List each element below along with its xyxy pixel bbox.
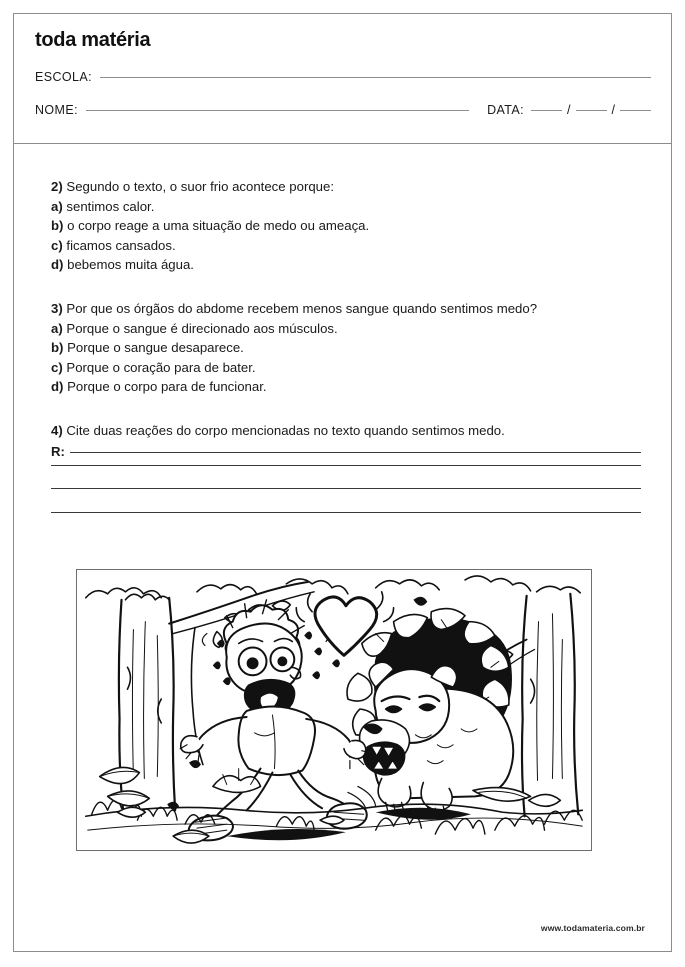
option-marker-3-a: a) [51,320,63,336]
option-marker-2-b: b) [51,218,64,234]
option-text-2-a: sentimos calor. [66,198,155,214]
date-label: DATA: [487,103,525,117]
option-2-d[interactable] [51,255,641,275]
illustration-frame [76,569,592,851]
option-text-2-c: ficamos cansados. [66,237,176,253]
option-text-3-b: Porque o sangue desaparece. [67,340,244,356]
question-number-3: 3) [51,301,63,316]
option-marker-2-c: c) [51,237,63,253]
site-logo: toda matéria [35,29,151,51]
option-marker-3-c: c) [51,359,63,375]
school-field-row [35,70,651,84]
option-text-3-c: Porque o coração para de bater. [66,359,256,375]
option-text-2-b: o corpo reage a uma situação de medo ou ameaça. [67,218,370,234]
option-marker-2-d: d) [51,257,64,273]
question-block-4 [51,421,641,441]
option-3-b[interactable] [51,338,641,358]
option-marker-2-a: a) [51,198,63,214]
question-number-4: 4) [51,423,63,438]
date-day-input-line[interactable] [531,110,562,111]
date-separator-2: / [611,103,615,117]
answer-write-line-3[interactable] [51,488,641,489]
question-prompt-3 [51,299,641,319]
question-number-2: 2) [51,179,63,194]
option-text-2-d: bebemos muita água. [67,257,194,273]
worksheet-content [14,144,671,951]
option-2-c[interactable] [51,236,641,256]
question-text-2: Segundo o texto, o suor frio acontece porque: [66,179,335,194]
question-block-2 [51,177,641,275]
date-year-input-line[interactable] [620,110,651,111]
option-3-c[interactable] [51,358,641,378]
worksheet-page [13,13,672,952]
name-input-line[interactable] [86,110,469,111]
forest-chase-illustration [77,570,591,850]
answer-row-4 [51,515,641,539]
date-separator-1: / [567,103,571,117]
answer-write-line-4[interactable] [51,512,641,513]
question-text-3: Por que os órgãos do abdome recebem menos sangue quando sentimos medo? [66,301,538,316]
option-2-b[interactable] [51,216,641,236]
answer-write-line-2[interactable] [51,465,641,466]
date-field-group [487,103,651,117]
option-3-d[interactable] [51,377,641,397]
option-text-3-d: Porque o corpo para de funcionar. [67,379,267,395]
question-prompt-2 [51,177,641,197]
name-date-field-row [35,103,651,117]
name-label: NOME: [35,103,78,117]
option-3-a[interactable] [51,319,641,339]
question-prompt-4 [51,421,641,441]
option-marker-3-d: d) [51,379,64,395]
option-2-a[interactable] [51,197,641,217]
answer-write-line-1[interactable] [70,452,641,453]
answer-area [51,444,641,538]
question-text-4: Cite duas reações do corpo mencionadas no texto quando sentimos medo. [66,423,505,438]
worksheet-header [14,14,671,144]
option-text-3-a: Porque o sangue é direcionado aos músculos. [66,320,338,336]
school-input-line[interactable] [100,77,651,78]
footer-url[interactable]: www.todamateria.com.br [540,923,645,933]
answer-label: R: [51,444,65,459]
school-label: ESCOLA: [35,70,92,84]
question-block-3 [51,299,641,397]
date-month-input-line[interactable] [576,110,607,111]
option-marker-3-b: b) [51,340,64,356]
